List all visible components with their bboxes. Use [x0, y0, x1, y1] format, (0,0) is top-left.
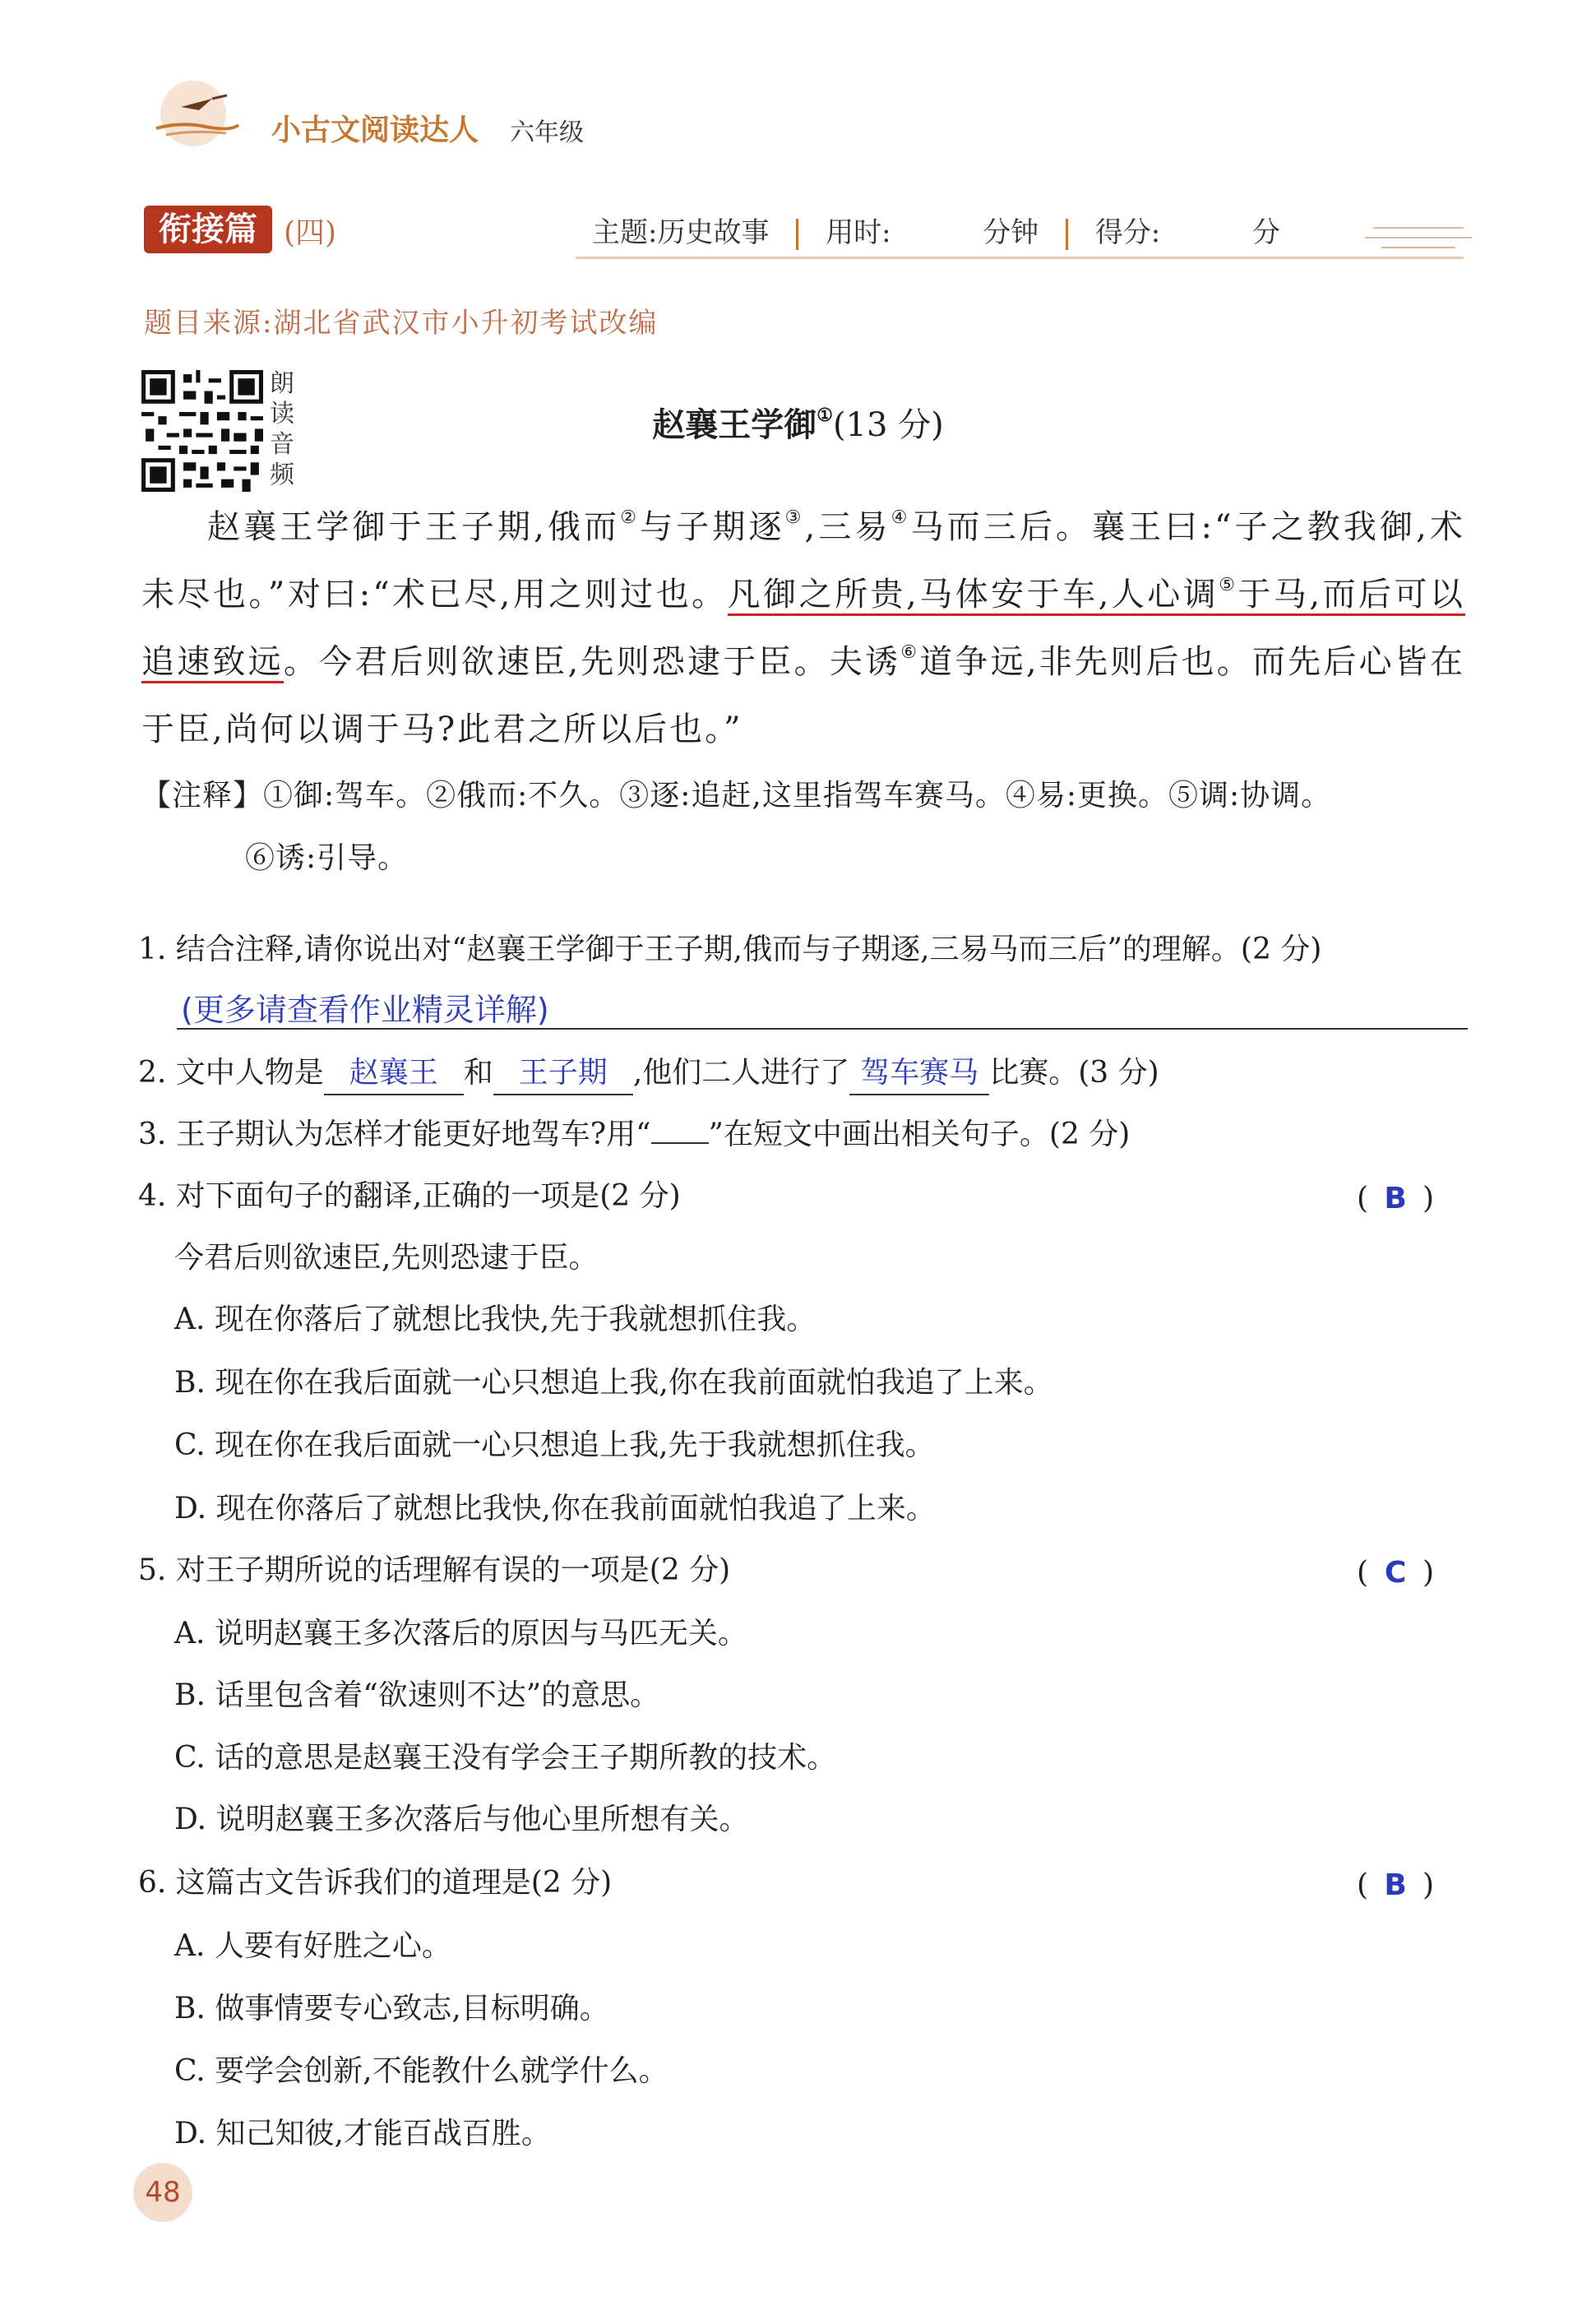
passage-text: 赵襄王学御于王子期,俄而 — [207, 508, 621, 546]
question-2 — [138, 1053, 1159, 1095]
time-unit: 分钟 — [983, 216, 1039, 249]
passage-text: 道争远,非先则后也。而先后心皆在于臣,尚何以调于马?此君之所以后也。” — [141, 643, 1466, 748]
question-text: 2. 文中人物是 — [138, 1056, 324, 1090]
score-label: 得分: — [1094, 216, 1161, 249]
option-a[interactable]: A. 现在你落后了就想比我快,先于我就想抓住我。 — [174, 1303, 817, 1336]
answer-choice[interactable] — [1357, 1182, 1434, 1215]
meta-bar — [592, 210, 1280, 250]
note-mark: ⑥ — [900, 642, 920, 663]
passage-text: 。今君后则欲速臣,先则恐逮于臣。夫诱 — [283, 643, 901, 681]
score-unit: 分 — [1251, 216, 1280, 249]
paren: ) — [1423, 1556, 1435, 1590]
classical-passage — [141, 493, 1465, 763]
paren: ( — [1357, 1868, 1369, 1902]
option-b[interactable]: B. 现在你在我后面就一心只想追上我,你在我前面就怕我追了上来。 — [174, 1366, 1053, 1400]
option-a[interactable]: A. 人要有好胜之心。 — [174, 1929, 451, 1963]
note-mark: ② — [620, 507, 641, 528]
quoted-sentence: 今君后则欲速臣,先则恐逮于臣。 — [174, 1241, 599, 1275]
passage-text: ,三易 — [804, 508, 891, 546]
question-3 — [138, 1114, 1130, 1155]
answer-link[interactable]: (更多请查看作业精灵详解) — [181, 992, 549, 1028]
option-c[interactable]: C. 现在你在我后面就一心只想追上我,先于我就想抓住我。 — [174, 1428, 935, 1462]
answer-blank[interactable]: 赵襄王 — [324, 1053, 464, 1095]
crane-logo-icon — [148, 74, 247, 148]
option-c[interactable]: C. 话的意思是赵襄王没有学会王子期所教的技术。 — [174, 1741, 837, 1775]
passage-title-text: 赵襄王学御 — [652, 405, 817, 444]
question-source: 题目来源:湖北省武汉市小升初考试改编 — [144, 307, 659, 340]
passage-title — [0, 399, 1596, 446]
option-a[interactable]: A. 说明赵襄王多次落后的原因与马匹无关。 — [174, 1617, 747, 1650]
meta-divider — [1066, 219, 1068, 250]
paren: ( — [1357, 1556, 1369, 1590]
question-text: ”在短文中画出相关句子。(2 分) — [708, 1118, 1131, 1151]
page-number: 48 — [133, 2163, 192, 2222]
option-c[interactable]: C. 要学会创新,不能教什么就学什么。 — [174, 2054, 668, 2088]
option-d[interactable]: D. 知己知彼,才能百战百胜。 — [174, 2117, 551, 2150]
paren: ( — [1357, 1182, 1369, 1215]
question-6: 6. 这篇古文告诉我们的道理是(2 分) — [138, 1866, 613, 1900]
question-text: 3. 王子期认为怎样才能更好地驾车?用“ — [138, 1118, 651, 1151]
annotation-line: ⑥诱:引导。 — [245, 841, 409, 875]
question-text: 和 — [463, 1056, 493, 1090]
annotations — [141, 765, 1473, 890]
section-badge: 衔接篇 — [144, 206, 272, 253]
option-d[interactable]: D. 说明赵襄王多次落后与他心里所想有关。 — [174, 1803, 749, 1836]
annotation-line: 【注释】①御:驾车。②俄而:不久。③逐:追赶,这里指驾车赛马。④易:更换。⑤调:协调。 — [141, 779, 1332, 812]
option-d[interactable]: D. 现在你落后了就想比我快,你在我前面就怕我追了上来。 — [174, 1492, 936, 1525]
underline-symbol — [651, 1142, 709, 1144]
option-b[interactable]: B. 做事情要专心致志,目标明确。 — [174, 1992, 609, 2025]
time-label: 用时: — [826, 216, 891, 249]
answer-choice[interactable] — [1357, 1868, 1434, 1902]
question-text: 比赛。(3 分) — [989, 1056, 1159, 1090]
choice-letter: B — [1384, 1182, 1407, 1215]
decorative-lines-icon — [1365, 218, 1472, 259]
answer-choice[interactable] — [1357, 1556, 1434, 1590]
choice-letter: B — [1384, 1868, 1407, 1902]
choice-letter: C — [1384, 1556, 1407, 1590]
passage-text: 与子期逐 — [640, 508, 785, 546]
passage-score: (13 分) — [832, 406, 944, 444]
header-divider — [576, 257, 1464, 259]
question-4: 4. 对下面句子的翻译,正确的一项是(2 分) — [138, 1179, 681, 1213]
paren: ) — [1423, 1868, 1435, 1902]
note-mark: ⑤ — [1219, 575, 1238, 595]
answer-blank[interactable]: 驾车赛马 — [849, 1053, 989, 1095]
question-5: 5. 对王子期所说的话理解有误的一项是(2 分) — [138, 1553, 731, 1587]
answer-blank[interactable]: 王子期 — [493, 1053, 633, 1095]
audio-label: 朗读音频 — [270, 369, 294, 489]
note-mark: ③ — [784, 507, 805, 528]
meta-divider — [796, 219, 798, 250]
question-text: ,他们二人进行了 — [632, 1056, 850, 1090]
section-number: (四) — [284, 216, 337, 250]
option-b[interactable]: B. 话里包含着“欲速则不达”的意思。 — [174, 1678, 660, 1712]
theme-label: 主题:历史故事 — [592, 216, 770, 249]
underlined-text: 于马,而后可以追速致远 — [141, 576, 1465, 681]
book-title: 小古文阅读达人 — [271, 113, 479, 147]
question-1: 1. 结合注释,请你说出对“赵襄王学御于王子期,俄而与子期逐,三易马而三后”的理解。(2 分) — [138, 933, 1322, 966]
paren: ) — [1423, 1182, 1435, 1215]
title-note-mark: ① — [817, 405, 833, 426]
answer-line — [177, 1028, 1468, 1030]
underlined-text: 凡御之所贵,马体安于车,人心调 — [727, 576, 1219, 613]
grade-label: 六年级 — [510, 118, 584, 147]
passage-text: 马而三后。襄王曰:“子之教我御,术未尽也。”对曰:“术已尽,用之则过也。 — [141, 508, 1466, 613]
note-mark: ④ — [891, 507, 911, 528]
